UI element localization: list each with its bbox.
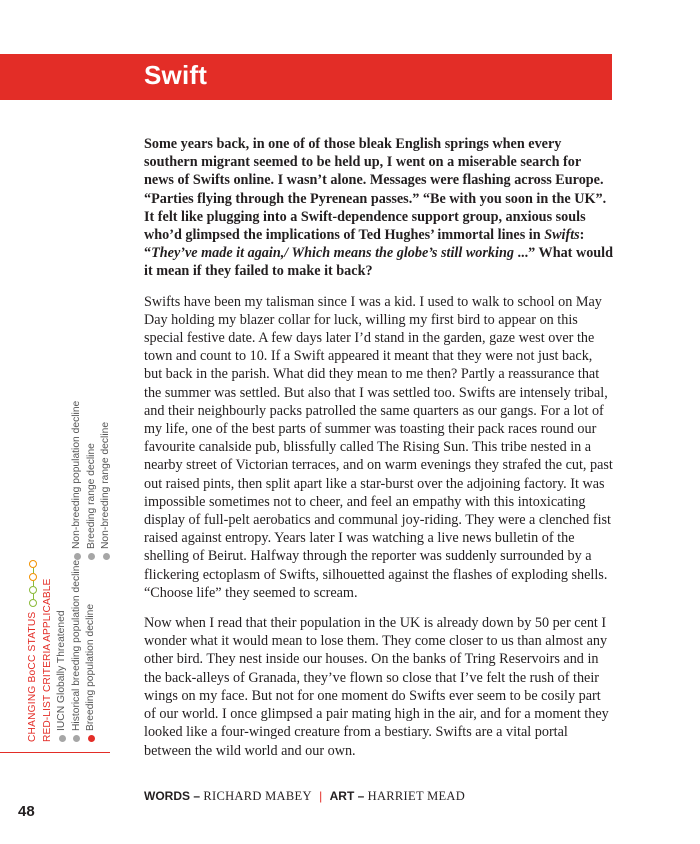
lead-text-3: ...” What would it mean if they failed to make it back? xyxy=(144,245,614,280)
status-indicator xyxy=(29,560,37,607)
criteria-label: Breeding range decline xyxy=(85,443,97,549)
lead-text-1: Some years back, in one of of those bleak English springs when every southern migrant seemed to be held up, I went on a miserable search for news of Swifts online. I wasn’t alone. Messages were flashing across Europe. “Parties flying through the Pyrenean passes.” “Be with you soon in the UK”. It felt like plugging into a Swift-dependence support group, anxious souls who’d glimpsed the implications of Ted Hughes’ immortal lines in xyxy=(144,136,607,244)
page-title: Swift xyxy=(144,60,208,90)
conservation-sidebar xyxy=(26,396,114,742)
poem-quote: They’ve made it again,/ Which means the globe’s still working xyxy=(151,245,514,262)
art-label: ART – xyxy=(329,789,365,803)
lead-paragraph xyxy=(144,135,614,281)
criteria-item xyxy=(70,560,85,742)
page-number: 48 xyxy=(18,803,35,820)
article-body xyxy=(144,135,614,772)
paragraph-2: Swifts have been my talisman since I was a kid. I used to walk to school on May Day holding my blazer collar for luck, willing my first bird to appear on this special festive date. A few days later I’d stand in the garden, gaze west over the town and count to 10. If a Swift appeared it meant that they were not just back, but back in the parish. What did they mean to me then? Partly a reassurance that the summer was settled. But also that I was settled too. Swifts are intensely tribal, and their neighbourly packs patrolled the same quarters as our gangs. For a lot of my life, one of the best parts of summer was toasting their pack races round our favourite canalside pub, blissfully called The Rising Sun. This tribe nested in a nearby street of Victorian terraces, and on warm evenings they strafed the cut, past out raised pints, then split apart like a star-burst over the adjoining factory. It was impossible sometimes not to cheer, and feel an empathy with this intoxicating display of full-pelt aerobatics and communal joy-riding. They were a clenched fist raised against entropy. Years later I was watching a live news bulletin of the shelling of Beirut. Halfway through the reporter was suddenly surrounded by a flickering ectoplasm of Swifts, silhouetted against the flashes of exploding shells. “Choose life” they seemed to scream. xyxy=(144,293,613,601)
title-bar xyxy=(0,54,612,100)
status-link xyxy=(33,581,35,586)
credits-separator: | xyxy=(319,789,323,803)
amber-status-dot xyxy=(29,560,37,568)
criteria-label: IUCN Globally Threatened xyxy=(56,610,67,731)
criteria-item xyxy=(85,401,100,560)
criteria-label: Breeding population decline xyxy=(85,603,96,731)
paragraph-3: Now when I read that their population in the UK is already down by 50 per cent I wonder what it would mean to lose them. They come closer to us than almost any other bird. They nest inside our houses. On the banks of Tring Reservoirs and in the back-alleys of Granada, they’ve flown so close that I’ve felt the rush of their wings on my face. But not for one moment do Swifts ever seem to be cosily part of our world. I once glimpsed a pair mating high in the air, and for a moment they looked like a four-winged creature from a bestiary. Swifts are a vital portal between the wild world and our own. xyxy=(144,615,609,759)
lead-text-2: : “ xyxy=(144,227,585,262)
status-row xyxy=(26,560,41,742)
criteria-label: Non-breeding population decline xyxy=(71,400,82,549)
green-status-dot xyxy=(29,599,37,607)
sidebar-column-2 xyxy=(70,401,114,560)
sidebar-rule xyxy=(0,752,110,753)
inactive-criterion-dot xyxy=(88,553,95,560)
status-link xyxy=(33,594,35,599)
criteria-item xyxy=(70,401,85,560)
credits-line xyxy=(144,789,465,804)
criteria-item xyxy=(99,401,114,560)
inactive-criterion-dot xyxy=(59,735,66,742)
inactive-criterion-dot xyxy=(103,553,110,560)
amber-status-dot xyxy=(29,573,37,581)
inactive-criterion-dot xyxy=(73,735,80,742)
words-label: WORDS – xyxy=(144,789,201,803)
book-title: Swifts xyxy=(544,227,580,244)
criteria-label: Historical breeding population decline xyxy=(70,559,82,731)
author-name: RICHARD MABEY xyxy=(203,789,312,803)
criteria-item xyxy=(55,560,70,742)
status-link xyxy=(33,568,35,573)
criteria-item xyxy=(84,560,99,742)
criteria-label: Non-breeding range decline xyxy=(100,421,111,549)
active-criterion-dot xyxy=(88,735,95,742)
sidebar-column-1 xyxy=(26,560,99,742)
criteria-heading: RED-LIST CRITERIA APPLICABLE xyxy=(41,578,53,742)
inactive-criterion-dot xyxy=(74,553,81,560)
artist-name: HARRIET MEAD xyxy=(367,789,466,803)
green-status-dot xyxy=(29,586,37,594)
status-label: CHANGING BoCC STATUS xyxy=(27,611,38,742)
